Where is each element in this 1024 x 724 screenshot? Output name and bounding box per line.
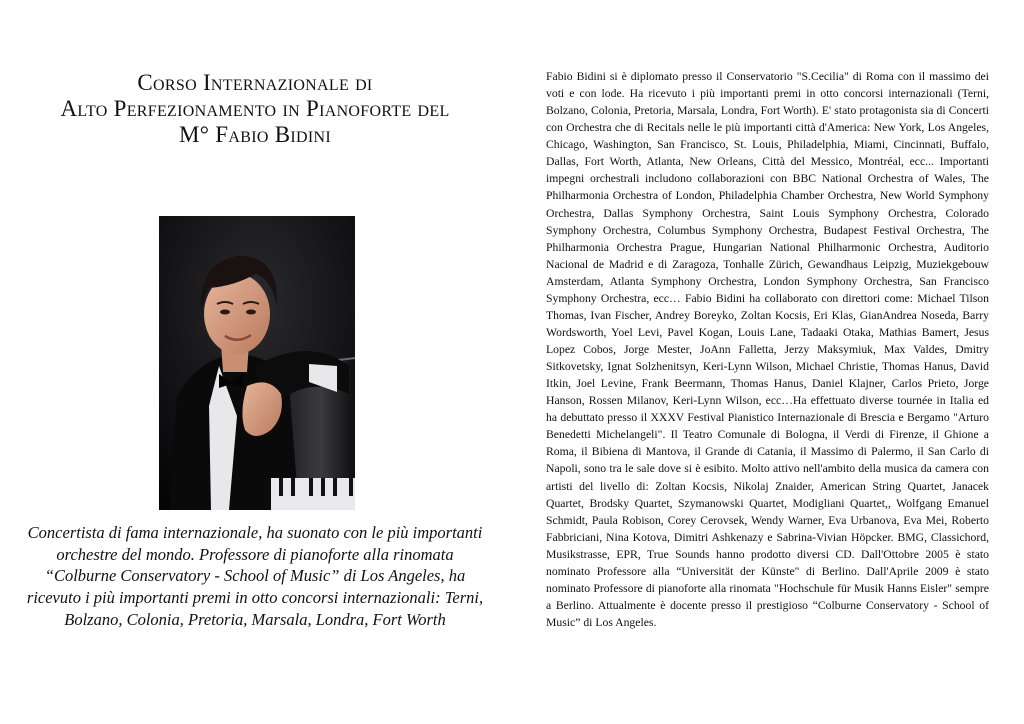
title-line-2: Alto Perfezionamento in Pianoforte del [60,96,450,121]
artist-biography: Fabio Bidini si è diplomato presso il Conservatorio "S.Cecilia" di Roma con il massimo dei voti e con lode. Ha ricevuto i più importanti premi in otto concorsi internazionali (Terni, Bolzano, Colonia, Pretoria, Marsala, Londra, Fort Worth). E' stato protagonista sia di Concerti con Orchestra che di Recitals nelle le più importanti città d'America: New York, Los Angeles, Chicago, Washington, San Francisco, St. Louis, Philadelphia, Miami, Cincinnati, Buffalo, Dallas, Fort Worth, Atlanta, New Orleans, Città del Messico, Montréal, ecc... Importanti impegni orchestrali includono collaborazioni con BBC National Orchestra of Wales, The Philharmonia Orchestra of London, Philadelphia Chamber Orchestra, New World Symphony Orchestra, Dallas Symphony Orchestra, Saint Louis Symphony Orchestra, Colorado Symphony Orchestra, Columbus Symphony Orchestra, Budapest Festival Orchestra, The Philharmonia Orchestra Prague, Hungarian National Philharmonic Orchestra, Auditorio Nacional de Madrid e di Zaragoza, Tonhalle Zürich, Gewandhaus Leipzig, Muziekgebouw Amsterdam, Atlanta Symphony Orchestra, London Symphony Orchestra, San Francisco Symphony Orchestra, ecc… Fabio Bidini ha collaborato con direttori come: Michael Tilson Thomas, Ivan Fischer, Andrey Boreyko, Zoltan Kocsis, Eri Klas, GianAndrea Noseda, Barry Wordsworth, Yoel Levi, Pavel Kogan, Louis Lane, Tadaaki Otaka, Mathias Bamert, Jesus Lopez Cobos, Jorge Mester, JoAnn Falletta, Jerzy Maksymiuk, Max Valdes, Dmitry Sitkovetsky, Ignat Solzhenitsyn, Keri-Lynn Wilson, Michael Christie, Thomas Hanus, David Itkin, Joel Levine, Frank Beermann, Thomas Hanus, Daniel Klajner, Carlos Prieto, Jorge Hanson, Rossen Milanov, Keri-Lynn Wilson, ecc…Ha effettuato diverse tournée in Italia ed ha debuttato presso il XXXV Festival Pianistico Internazionale di Brescia e Bergamo "Arturo Benedetti Michelangeli". Il Teatro Comunale di Bologna, il Verdi di Firenze, il Ghione a Roma, il Bibiena di Mantova, il Grande di Catania, il Massimo di Palermo, il San Carlo di Napoli, sono tra le sale dove si è esibito. Molto attivo nell'ambito della musica da camera con artisti del livello di: Zoltan Kocsis, Nikolaj Znaider, American String Quartet, Janacek Quartet, Brodsky Quartet, Szymanowski Quartet, Modigliani Quartet,, Wolfgang Emanuel Schmidt, Paula Robison, Corey Cerovsek, Wendy Warner, Eva Urbanova, Eva Mei, Roberto Fabbriciani, Nina Kotova, Dimitri Ashkenazy e Sabrina-Vivian Höpcker. BMG, Classichord, Musikstrasse, EPR, True Sounds hanno prodotto diversi CD. Dall'Ottobre 2005 è stato nominato Professore alla “Universität der Künste" di Berlino. Dall'Aprile 2009 è stato nominato Professore di pianoforte alla rinomata "Hochschule für Musik Hanns Eisler" sempre a Berlino. Attualmente è docente presso il prestigioso “Colburne Conservatory - School of Music” di Los Angeles. [546,70,989,629]
portrait-photo [159,216,355,510]
title-line-3: M° Fabio Bidini [179,122,331,147]
course-title [20,70,490,148]
artist-caption: Concertista di fama internazionale, ha suonato con le più importanti orchestre del mondo. Professore di pianoforte alla rinomata “Colburne Conservatory - School of Music” di Los Angeles, ha ricevuto i più importanti premi in otto concorsi internazionali: Terni, Bolzano, Colonia, Pretoria, Marsala, Londra, Fort Worth [26,523,484,629]
title-line-1: Corso Internazionale di [137,70,373,95]
portrait-illustration [159,216,355,510]
